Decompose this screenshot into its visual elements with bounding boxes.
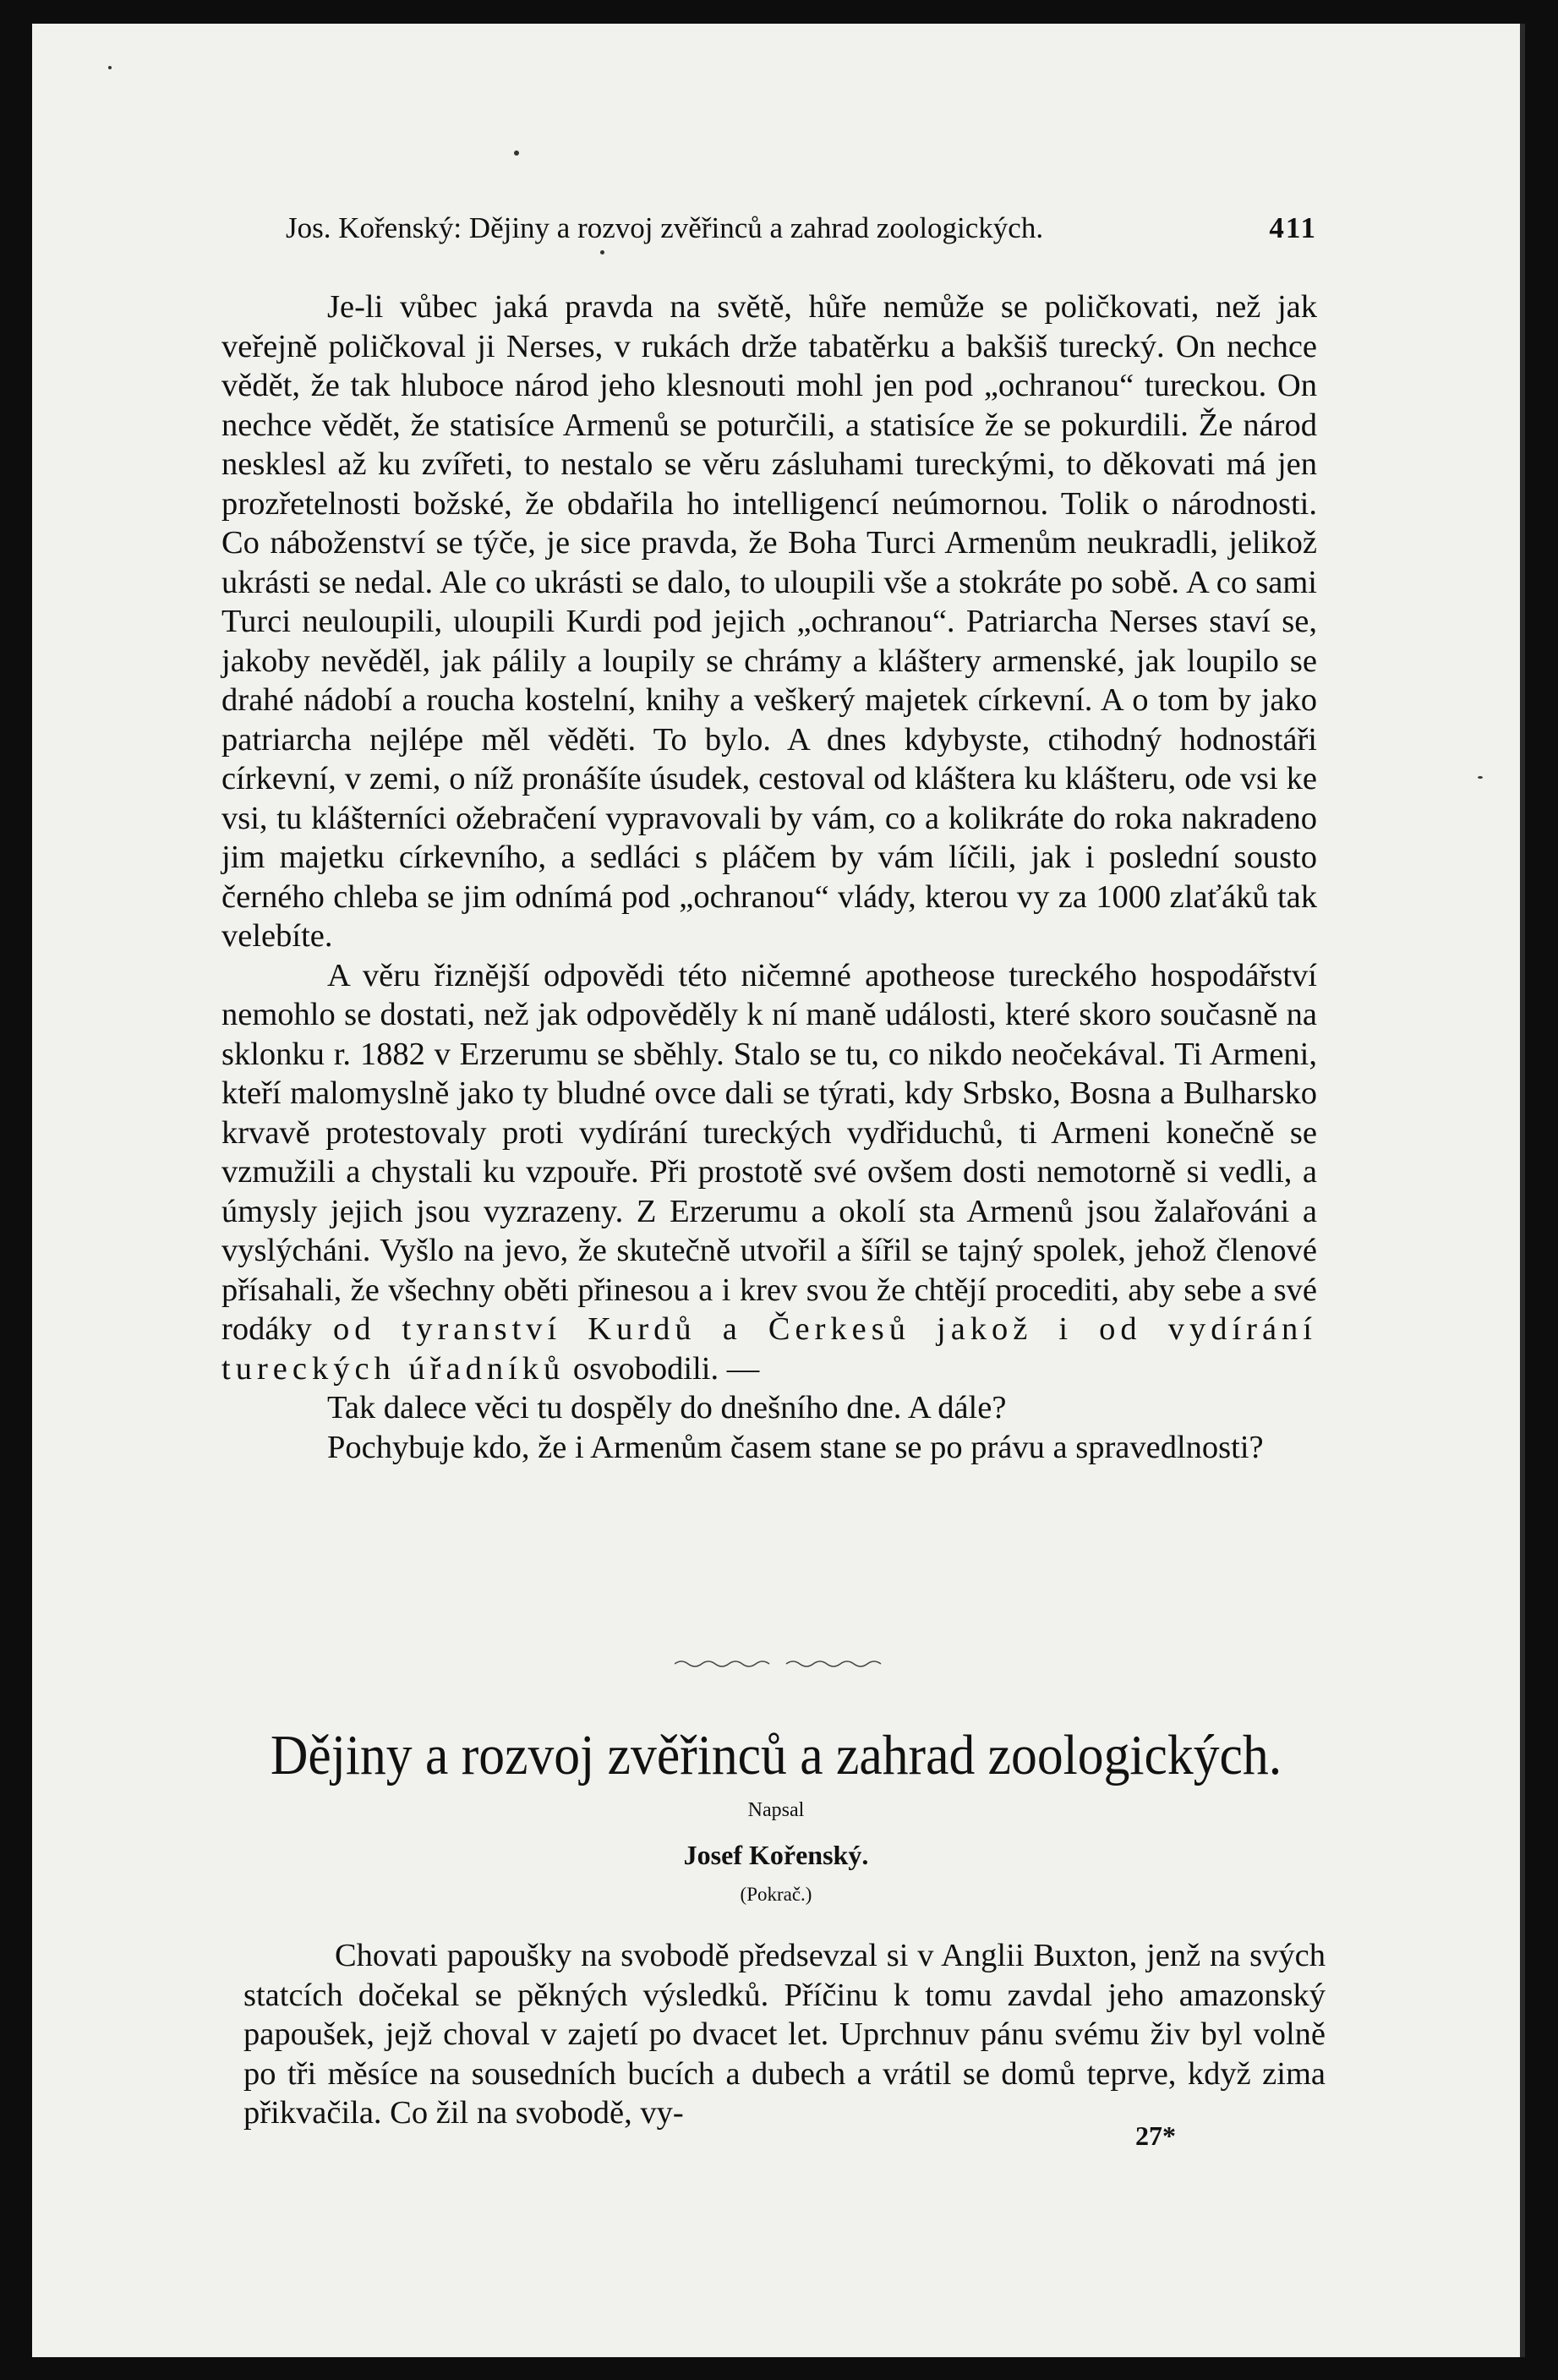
ink-speck [600, 250, 604, 254]
ink-speck [514, 150, 519, 156]
paragraph-text: A věru řiznější odpovědi této ničemné apotheose tureckého hospodářství nemohlo se dostati, než jak odpověděly k ní maně události, které skoro současně na sklonku r. 1882 v Erzerumu se sběhly. Stalo se tu, co nikdo neočekával. Ti Armeni, kteří malomyslně jako ty bludné ovce dali se týrati, kdy Srbsko, Bosna a Bulharsko krvavě protestovaly proti vydírání tureckých vydřiduchů, ti Armeni konečně se vzmužili a chystali ku vzpouře. Při prostotě své ovšem dosti nemotorně si vedli, a úmysly jejich jsou vyzrazeny. Z Erzerumu a okolí sta Armenů jsou žalařováni a vyslýcháni. Vyšlo na jevo, že skutečně utvořil a šířil se tajný spolek, jehož členové přísahali, že všechny oběti přinesou a i krev svou že chtějí procediti, aby sebe a své rodáky [221, 957, 1317, 1347]
paragraph: Tak dalece věci tu dospěly do dnešního dne. A dále? [327, 1390, 1007, 1425]
paragraph: Chovati papoušky na svobodě předsevzal si v Anglii Buxton, jenž na svých statcích dočekal se pěkných výsledků. Příčinu k tomu zavdal jeho amazonský papoušek, jejž choval v zajetí po dvacet let. Uprchnuv pánu svému živ byl volně po tři měsíce na sousedních bucích a dubech a vrátil se domů teprve, když zima přikvačila. Co žil na svobodě, vy- [243, 1938, 1326, 2131]
book-page [32, 24, 1525, 2357]
spaced-emphasis: od tyranství Kurdů a Čerkesů jakož i od vydírání tureckých úřadníků [221, 1311, 1317, 1387]
page-number: 411 [1269, 211, 1317, 244]
byline-label: Napsal [747, 1799, 805, 1821]
running-title: Jos. Kořenský: Dějiny a rozvoj zvěřinců a zahrad zoologických. [286, 211, 1044, 244]
running-header [286, 211, 1317, 245]
paragraph-tail: osvobodili. — [572, 1350, 760, 1387]
article-title: Dějiny a rozvoj zvěřinců a zahrad zoologických. [270, 1724, 1282, 1786]
ink-speck [108, 66, 112, 69]
continuation-note: (Pokrač.) [740, 1884, 812, 1905]
article-body [243, 1936, 1326, 2133]
previous-article-text [221, 287, 1317, 1467]
ink-speck [1478, 776, 1483, 779]
paragraph: Je-li vůbec jaká pravda na světě, hůře nemůže se poličkovati, než jak veřejně poličkoval ji Nerses, v rukách drže tabatěrku a bakšiš turecký. On nechce vědět, že tak hluboce národ jeho klesnouti mohl jen pod „ochranou“ tureckou. On nechce vědět, že statisíce Armenů se poturčili, a statisíce že se pokurdili. Že národ nesklesl až ku zvířeti, to nestalo se věru zásluhami tureckými, to děkovati má jen prozřetelnosti božské, že obdařila ho intelligencí neúmornou. Tolik o národnosti. Co náboženství se týče, je sice pravda, že Boha Turci Armenům neukradli, jelikož ukrásti se nedal. Ale co ukrásti se dalo, to uloupili vše a stokráte po sobě. A co sami Turci neuloupili, uloupili Kurdi pod jejich „ochranou“. Patriarcha Nerses staví se, jakoby nevěděl, jak pálily a loupily se chrámy a kláštery armenské, jak loupilo se drahé nádobí a roucha kostelní, knihy a veškerý majetek církevní. A o tom by jako patriarcha nejlépe měl věděti. To bylo. A dnes kdybyste, ctihodný hodnostáři církevní, v zemi, o níž pronášíte úsudek, cestoval od kláštera ku klášteru, ode vsi ke vsi, tu klášterníci ožebračení vypravovali by vám, co a kolikráte do roka nakradeno jim majetku církevního, a sedláci s pláčem by vám líčili, jak i poslední sousto černého chleba se jim odnímá pod „ochranou“ vlády, kterou vy za 1000 zlaťáků tak velebíte. [221, 289, 1317, 954]
paragraph [221, 956, 1317, 1389]
article-author: Josef Kořenský. [683, 1840, 869, 1870]
paragraph: Pochybuje kdo, že i Armenům časem stane se po právu a spravedlnosti? [327, 1429, 1264, 1465]
signature-mark: 27* [1135, 2120, 1176, 2151]
section-divider-ornament [675, 1657, 886, 1671]
